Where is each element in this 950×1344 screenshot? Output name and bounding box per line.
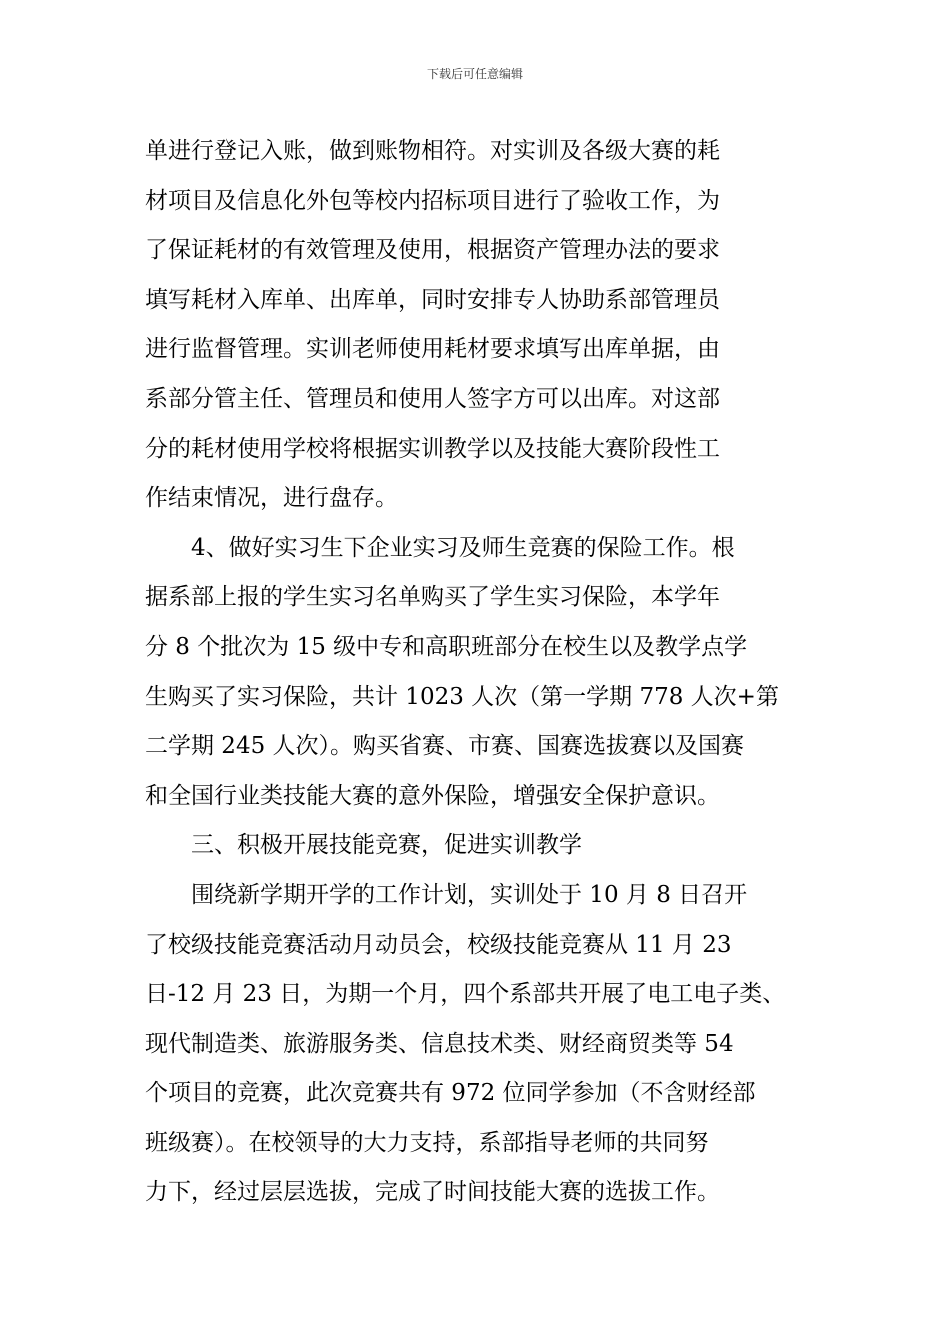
text-line-12: 生购买了实习保险，共计 1023 人次（第一学期 778 人次+第 bbox=[145, 683, 779, 710]
page-header: 下载后可任意编辑 bbox=[426, 67, 523, 81]
text-line-22: 力下，经过层层选拔，完成了时间技能大赛的选拔工作。 bbox=[145, 1179, 720, 1206]
text-line-10: 据系部上报的学生实习名单购买了学生实习保险，本学年 bbox=[145, 584, 720, 611]
text-line-9: 4、做好实习生下企业实习及师生竞赛的保险工作。根 bbox=[145, 534, 735, 561]
text-line-17: 了校级技能竞赛活动月动员会，校级技能竞赛从 11 月 23 bbox=[145, 931, 732, 958]
text-line-2: 材项目及信息化外包等校内招标项目进行了验收工作，为 bbox=[145, 187, 720, 214]
section-heading: 三、积极开展技能竞赛，促进实训教学 bbox=[145, 832, 582, 859]
text-line-3: 了保证耗材的有效管理及使用，根据资产管理办法的要求 bbox=[145, 237, 720, 264]
text-line-6: 系部分管主任、管理员和使用人签字方可以出库。对这部 bbox=[145, 385, 720, 412]
text-line-20: 个项目的竞赛，此次竞赛共有 972 位同学参加（不含财经部 bbox=[145, 1080, 756, 1107]
text-line-13: 二学期 245 人次）。购买省赛、市赛、国赛选拔赛以及国赛 bbox=[145, 733, 745, 760]
text-line-5: 进行监督管理。实训老师使用耗材要求填写出库单据，由 bbox=[145, 336, 720, 363]
text-line-11: 分 8 个批次为 15 级中专和高职班部分在校生以及教学点学 bbox=[145, 633, 748, 660]
text-line-1: 单进行登记入账，做到账物相符。对实训及各级大赛的耗 bbox=[145, 138, 720, 164]
text-line-21: 班级赛）。在校领导的大力支持，系部指导老师的共同努 bbox=[145, 1129, 709, 1156]
text-line-19: 现代制造类、旅游服务类、信息技术类、财经商贸类等 54 bbox=[145, 1030, 734, 1057]
text-line-14: 和全国行业类技能大赛的意外保险，增强安全保护意识。 bbox=[145, 782, 720, 809]
text-line-8: 作结束情况，进行盘存。 bbox=[145, 485, 398, 512]
text-line-4: 填写耗材入库单、出库单，同时安排专人协助系部管理员 bbox=[145, 286, 720, 313]
text-line-16: 围绕新学期开学的工作计划，实训处于 10 月 8 日召开 bbox=[145, 881, 748, 908]
text-line-18: 日-12 月 23 日，为期一个月，四个系部共开展了电工电子类、 bbox=[145, 981, 786, 1008]
text-line-7: 分的耗材使用学校将根据实训教学以及技能大赛阶段性工 bbox=[145, 435, 720, 462]
document-body bbox=[145, 127, 835, 1218]
